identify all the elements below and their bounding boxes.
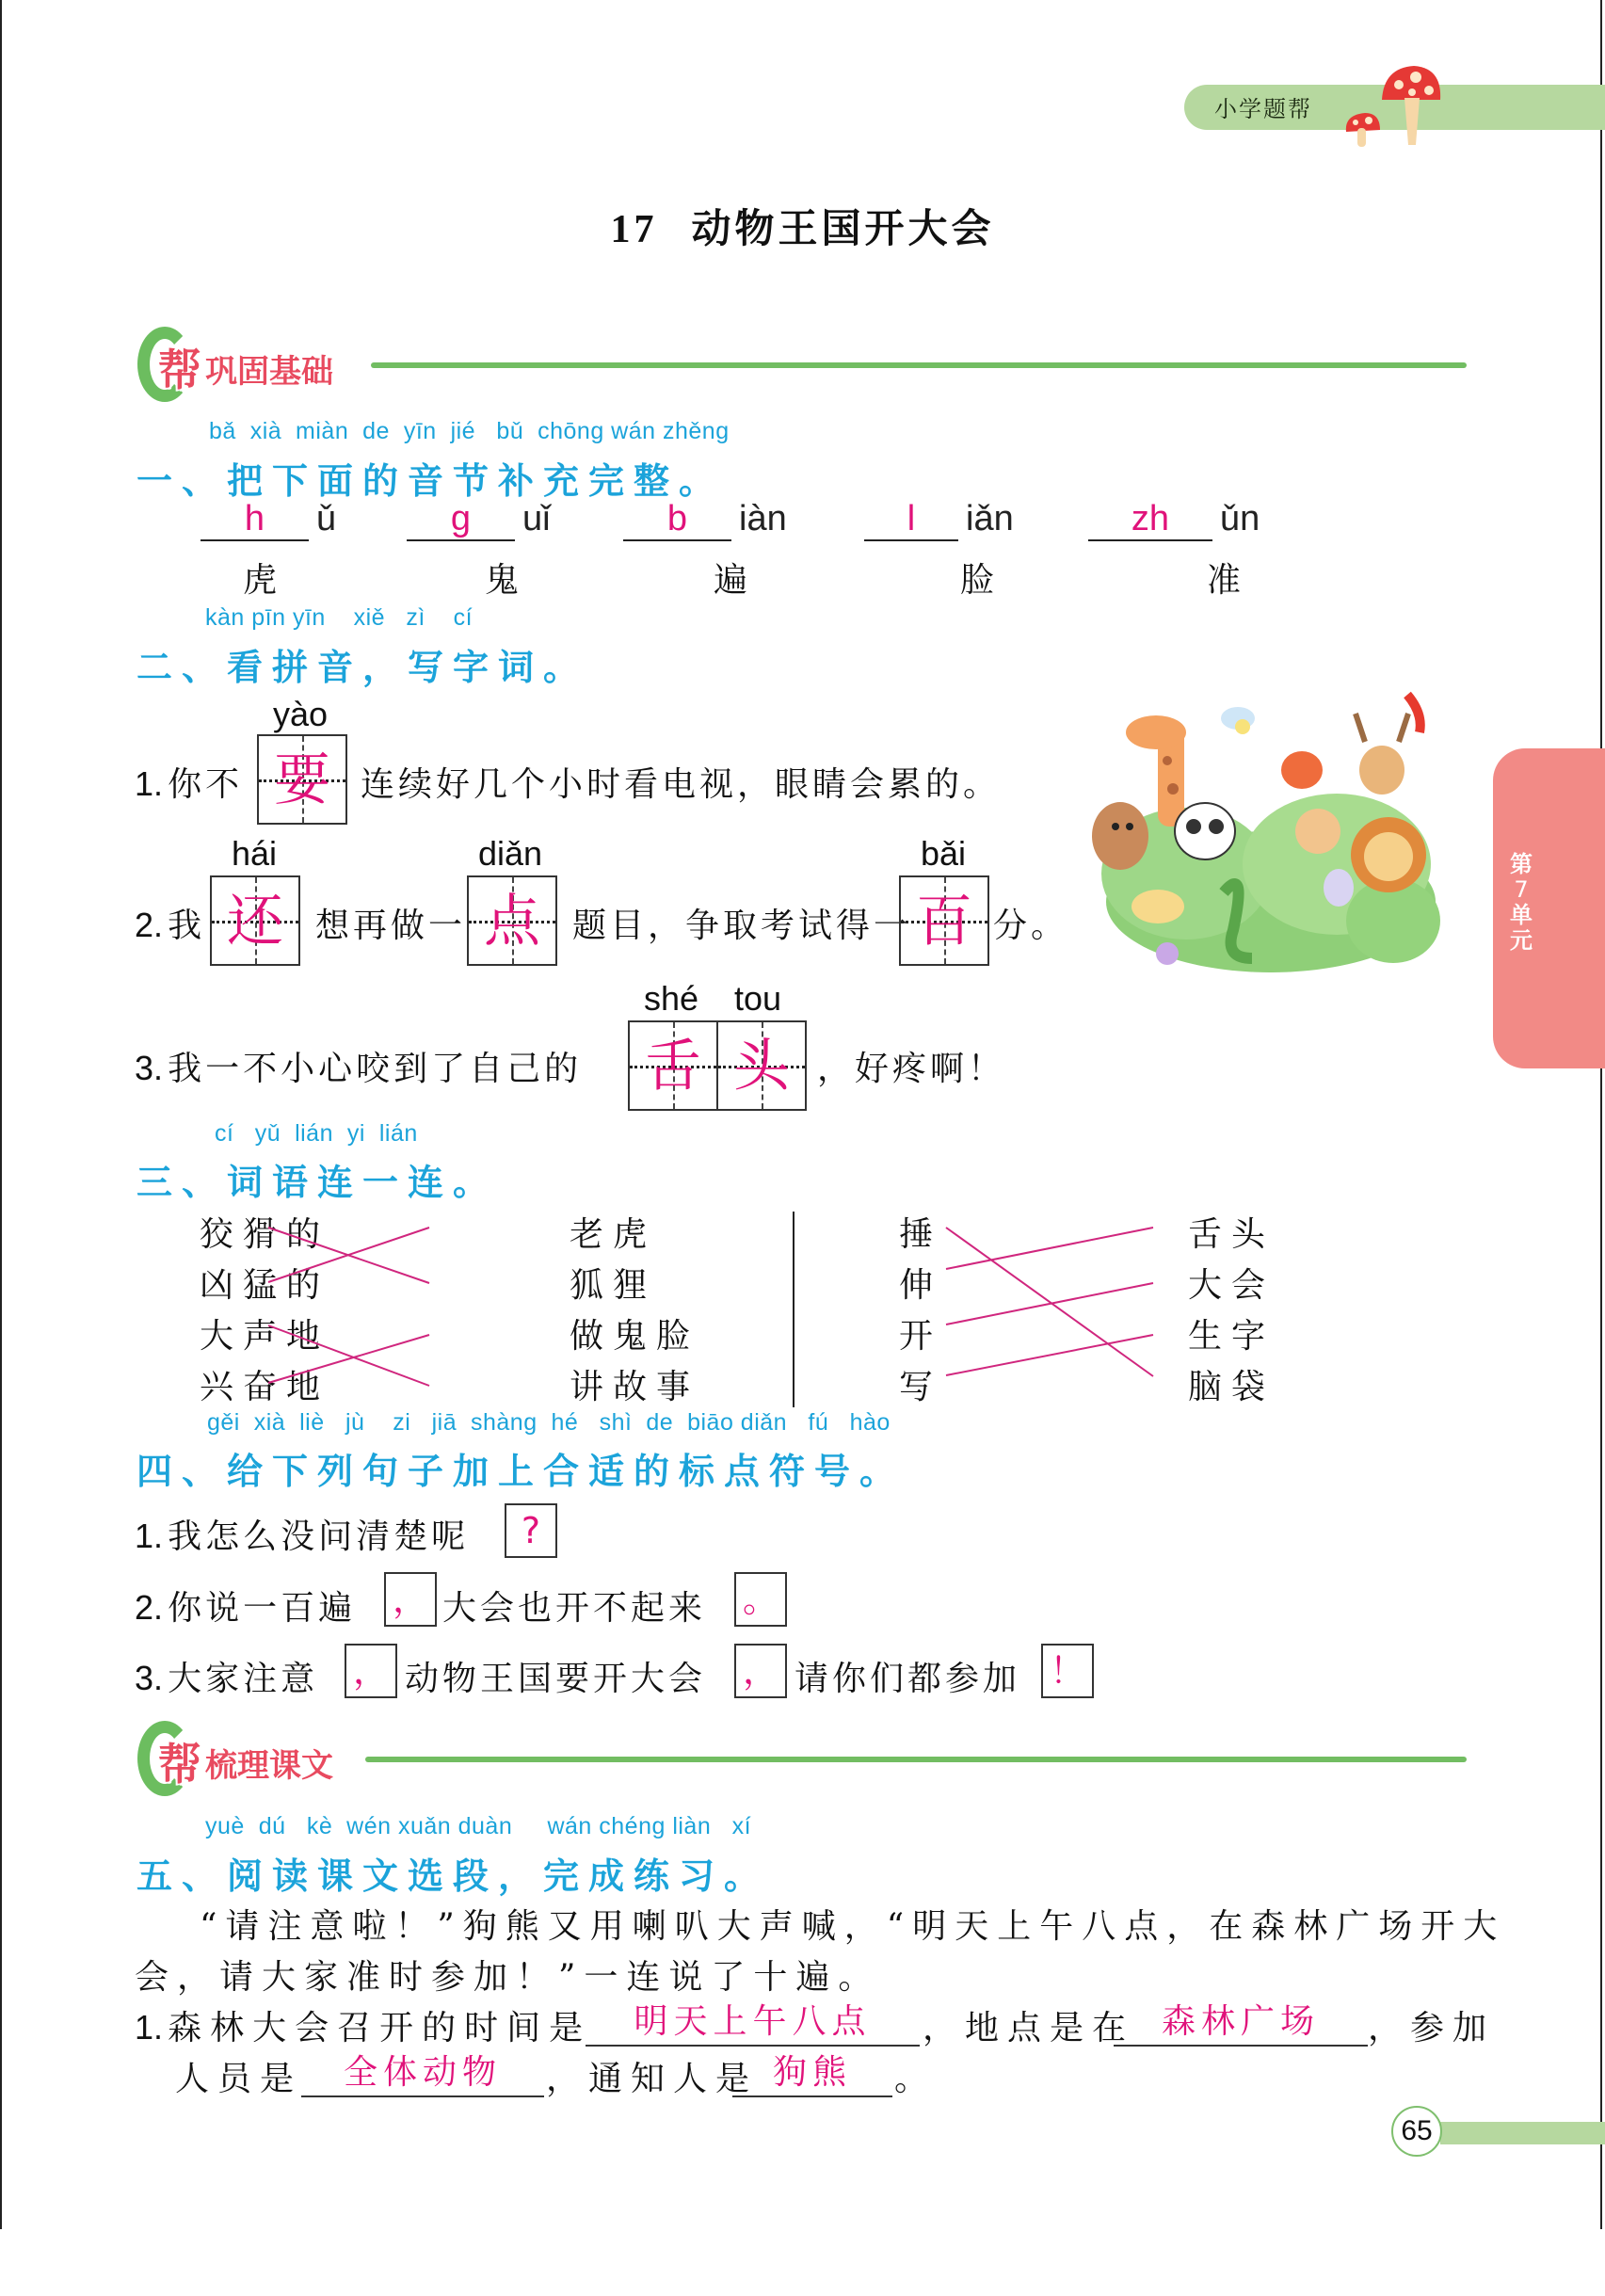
- page-number: 65: [1391, 2106, 1442, 2157]
- item-number: 3.: [135, 1659, 164, 1697]
- section-rule: [365, 1757, 1467, 1762]
- answer-blank[interactable]: 全体动物: [301, 2052, 544, 2097]
- q4-heading: 四、给下列句子加上合适的标点符号。: [136, 1451, 906, 1492]
- unit-label-char: 第: [1510, 851, 1533, 877]
- syllable-rest: iàn: [739, 499, 787, 538]
- character-answer: 要: [274, 747, 330, 813]
- pinyin-label: bǎi: [921, 834, 967, 873]
- q5-pinyin: yuè dú kè wén xuǎn duàn wán chéng liàn xí: [205, 1813, 752, 1839]
- unit-label: [1507, 852, 1535, 954]
- syllable-rest: iǎn: [966, 499, 1014, 538]
- sentence-text: 大家注意: [168, 1660, 319, 1698]
- passage-line: 会，请大家准时参加！”一连说了十遍。: [135, 1958, 881, 1997]
- q2-heading: 二、看拼音，写字词。: [136, 647, 589, 688]
- brand-label: 小学题帮: [1214, 96, 1312, 122]
- syllable-answer[interactable]: g: [407, 499, 515, 541]
- syllable-rest: ǔn: [1220, 499, 1260, 538]
- punctuation-box[interactable]: 。: [734, 1572, 787, 1627]
- match-line: [946, 1283, 1153, 1325]
- answer-blank[interactable]: 森林广场: [1114, 2001, 1368, 2047]
- item-number: 1.: [135, 1517, 164, 1555]
- match-left-word[interactable]: 狡猾的: [200, 1215, 330, 1254]
- character-answer: 点: [484, 889, 540, 955]
- unit-label-char: 元: [1510, 927, 1533, 954]
- q4-pinyin: gěi xià liè jù zi jiā shàng hé shì de biāo diǎn fú hào: [207, 1409, 891, 1436]
- syllable-answer[interactable]: h: [201, 499, 309, 541]
- pinyin-label: tou: [734, 979, 782, 1018]
- sentence-text: ，好疼啊！: [817, 1050, 1006, 1088]
- passage-line: “请注意啦！”狗熊又用喇叭大声喊，“明天上午八点，在森林广场开大: [200, 1907, 1506, 1946]
- section-badge-prefix: 帮: [158, 345, 201, 395]
- item-number: 1.: [135, 764, 164, 803]
- syllable-rest: uǐ: [522, 499, 551, 538]
- match-line: [268, 1325, 429, 1386]
- answer-blank[interactable]: 明天上午八点: [586, 2001, 920, 2047]
- unit-label-char: 单: [1510, 902, 1533, 928]
- syllable-answer[interactable]: b: [623, 499, 731, 541]
- pinyin-label: diǎn: [478, 834, 543, 873]
- character-answer: 头: [733, 1034, 790, 1100]
- match-line: [946, 1228, 1153, 1376]
- syllable-answer[interactable]: l: [864, 499, 958, 541]
- sentence-text: 分。: [993, 907, 1069, 945]
- sentence-text: 你不: [168, 765, 244, 804]
- sentence-text: 我怎么没问清楚呢: [168, 1517, 470, 1556]
- question-text: 。: [894, 2060, 938, 2098]
- match-right-word[interactable]: 舌头: [1188, 1215, 1276, 1254]
- lesson-number: 17: [610, 208, 658, 251]
- punctuation-box[interactable]: ！: [1041, 1644, 1094, 1698]
- q4-sentence-3: [135, 1652, 318, 1700]
- q1-pinyin: bǎ xià miàn de yīn jié bǔ chōng wán zhěng: [209, 418, 730, 444]
- sentence-text: 我: [168, 907, 206, 945]
- match-right-word[interactable]: 做鬼脸: [570, 1317, 700, 1356]
- match-left-word[interactable]: 写: [899, 1368, 943, 1406]
- q4-sentence-2: [135, 1582, 356, 1630]
- syllable-rest: ǔ: [316, 499, 337, 538]
- pinyin-label: shé: [644, 979, 699, 1018]
- sentence-text: 题目，争取考试得一: [572, 907, 912, 945]
- q3-heading: 三、词语连一连。: [136, 1162, 499, 1203]
- section-label: 巩固基础: [205, 353, 333, 391]
- match-left-word[interactable]: 凶猛的: [200, 1266, 330, 1305]
- item-number: 2.: [135, 1588, 164, 1627]
- sentence-text: 连续好几个小时看电视，眼睛会累的。: [361, 765, 1002, 804]
- item-number: 3.: [135, 1049, 164, 1087]
- sentence-text: 想再做一: [315, 907, 467, 945]
- pinyin-label: yào: [273, 695, 329, 733]
- match-left-word[interactable]: 开: [899, 1317, 943, 1356]
- question-text: ，通知人是: [546, 2060, 759, 2098]
- match-line: [946, 1228, 1153, 1269]
- q2-pinyin: kàn pīn yīn xiě zì cí: [205, 604, 473, 631]
- match-right-word[interactable]: 大会: [1188, 1266, 1276, 1305]
- syllable-char: 脸: [960, 561, 995, 600]
- syllable-char: 鬼: [485, 561, 520, 600]
- footer-strip: [1440, 2122, 1605, 2144]
- question-text: ，参加: [1368, 2009, 1496, 2047]
- syllable-char: 准: [1207, 561, 1242, 600]
- question-text: 森林大会召开的时间是: [168, 2009, 592, 2047]
- punctuation-box[interactable]: ，: [734, 1644, 787, 1698]
- match-left-word[interactable]: 兴奋地: [200, 1368, 330, 1406]
- match-right-word[interactable]: 生字: [1188, 1317, 1276, 1356]
- match-right-word[interactable]: 脑袋: [1188, 1368, 1276, 1406]
- q5-question-1: [135, 2001, 591, 2049]
- sentence-text: 请你们都参加: [794, 1660, 1021, 1698]
- match-right-word[interactable]: 老虎: [570, 1215, 657, 1254]
- punctuation-box[interactable]: ?: [505, 1503, 557, 1558]
- syllable-char: 虎: [243, 561, 278, 600]
- punctuation-box[interactable]: ，: [384, 1572, 437, 1627]
- syllable-answer[interactable]: zh: [1088, 499, 1212, 541]
- section-header-review: [137, 1721, 1474, 1796]
- question-text: 人员是: [175, 2060, 303, 2098]
- match-right-word[interactable]: 狐狸: [570, 1266, 657, 1305]
- sentence-text: 大会也开不起来: [442, 1589, 707, 1628]
- q1-heading: 一、把下面的音节补充完整。: [136, 460, 725, 502]
- answer-blank[interactable]: 狗熊: [732, 2052, 892, 2097]
- syllable-char: 遍: [714, 561, 748, 600]
- q3-pinyin: cí yǔ lián yi lián: [215, 1120, 418, 1147]
- match-left-word[interactable]: 伸: [899, 1266, 943, 1305]
- item-number: 1.: [135, 2008, 164, 2047]
- character-answer: 还: [227, 889, 283, 955]
- character-answer: 舌: [645, 1034, 701, 1100]
- match-left-word[interactable]: 大声地: [200, 1317, 330, 1356]
- q4-sentence-1: [135, 1510, 469, 1558]
- character-answer: 百: [916, 889, 972, 955]
- q5-heading: 五、阅读课文选段，完成练习。: [136, 1855, 770, 1897]
- punctuation-box[interactable]: ，: [345, 1644, 397, 1698]
- section-badge-prefix: 帮: [158, 1739, 201, 1790]
- section-label: 梳理课文: [205, 1747, 333, 1785]
- item-number: 2.: [135, 906, 164, 944]
- unit-label-char: 7: [1514, 876, 1529, 903]
- sentence-text: 动物王国要开大会: [405, 1660, 707, 1698]
- match-left-word[interactable]: 捶: [899, 1215, 943, 1254]
- sentence-text: 你说一百遍: [168, 1589, 357, 1628]
- question-text: ，地点是在: [923, 2009, 1135, 2047]
- match-right-word[interactable]: 讲故事: [570, 1368, 700, 1406]
- lesson-name: 动物王国开大会: [691, 205, 995, 251]
- pinyin-label: hái: [232, 834, 278, 873]
- sentence-text: 我一不小心咬到了自己的: [168, 1050, 583, 1088]
